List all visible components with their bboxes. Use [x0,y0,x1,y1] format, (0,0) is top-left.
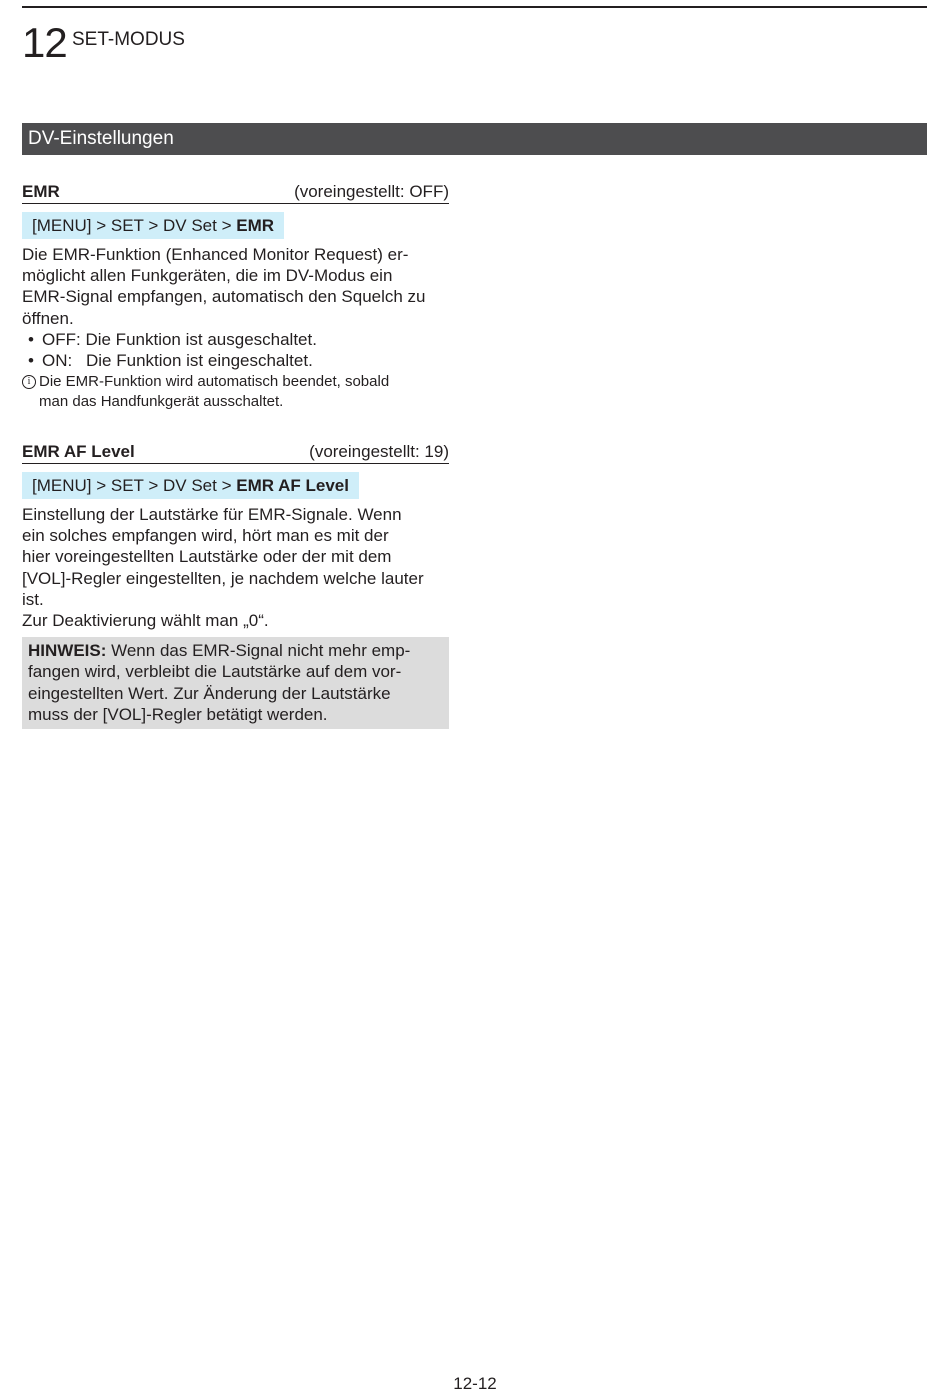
note-line: Wenn das EMR-Signal nicht mehr emp- [106,641,411,661]
page-number: 12-12 [453,1374,497,1393]
description-line: möglicht allen Funkgeräten, die im DV-Modus ein [22,266,393,286]
note-box [22,637,449,729]
option-text: Die Funktion ist ausgeschaltet. [85,329,317,349]
menu-path [22,472,359,499]
description-line: Zur Deaktivierung wählt man „0“. [22,611,269,631]
menu-path-prefix: [MENU] > SET > DV Set > [32,216,237,235]
note-line: muss der [VOL]-Regler betätigt werden. [28,704,328,724]
chapter-title: SET-MODUS [72,29,185,50]
option-item [22,329,449,350]
setting-description [22,504,449,631]
info-text: Die EMR-Funktion wird automatisch beendet, sobald man das Handfunkgerät ausschaltet. [39,373,390,411]
description-line: EMR-Signal empfangen, automatisch den Squelch zu [22,287,426,307]
bullet-icon: • [28,329,34,349]
section-title-bar [22,123,927,155]
bullet-icon: • [28,351,34,371]
setting-default: (voreingestellt: 19) [309,442,449,461]
setting-name: EMR AF Level [22,442,135,461]
setting-header [22,441,449,464]
top-rule [22,6,927,8]
info-note [22,372,449,412]
menu-path-item: EMR [236,216,275,235]
setting-emr-af-level [22,441,449,729]
setting-emr [22,181,449,412]
note-line: eingestellten Wert. Zur Änderung der Lautstärke [28,683,391,703]
option-text: Die Funktion ist eingeschaltet. [86,351,313,371]
menu-path [22,212,284,239]
section-title: DV-Einstellungen [28,128,174,149]
description-line: hier voreingestellten Lautstärke oder der mit dem [22,547,392,567]
option-key: ON: [42,351,73,371]
menu-path-item: EMR AF Level [236,476,349,495]
option-key: OFF: [42,329,81,349]
chapter-number: 12 [22,19,67,66]
setting-description [22,244,449,412]
note-line: fangen wird, verbleibt die Lautstärke auf dem vor- [28,662,402,682]
menu-path-prefix: [MENU] > SET > DV Set > [32,476,237,495]
description-line: ist. [22,589,44,609]
setting-header [22,181,449,204]
description-line: Die EMR-Funktion (Enhanced Monitor Request) er- [22,245,409,264]
description-line: öffnen. [22,308,74,328]
note-label: HINWEIS: [28,641,107,661]
description-line: Einstellung der Lautstärke für EMR-Signale. Wenn [22,505,402,524]
description-line: ein solches empfangen wird, hört man es mit der [22,526,389,546]
info-circle-icon: i [22,375,36,389]
description-line: [VOL]-Regler eingestellten, je nachdem welche lauter [22,568,424,588]
option-item [22,350,449,371]
setting-default: (voreingestellt: OFF) [294,182,449,201]
setting-name: EMR [22,182,60,201]
